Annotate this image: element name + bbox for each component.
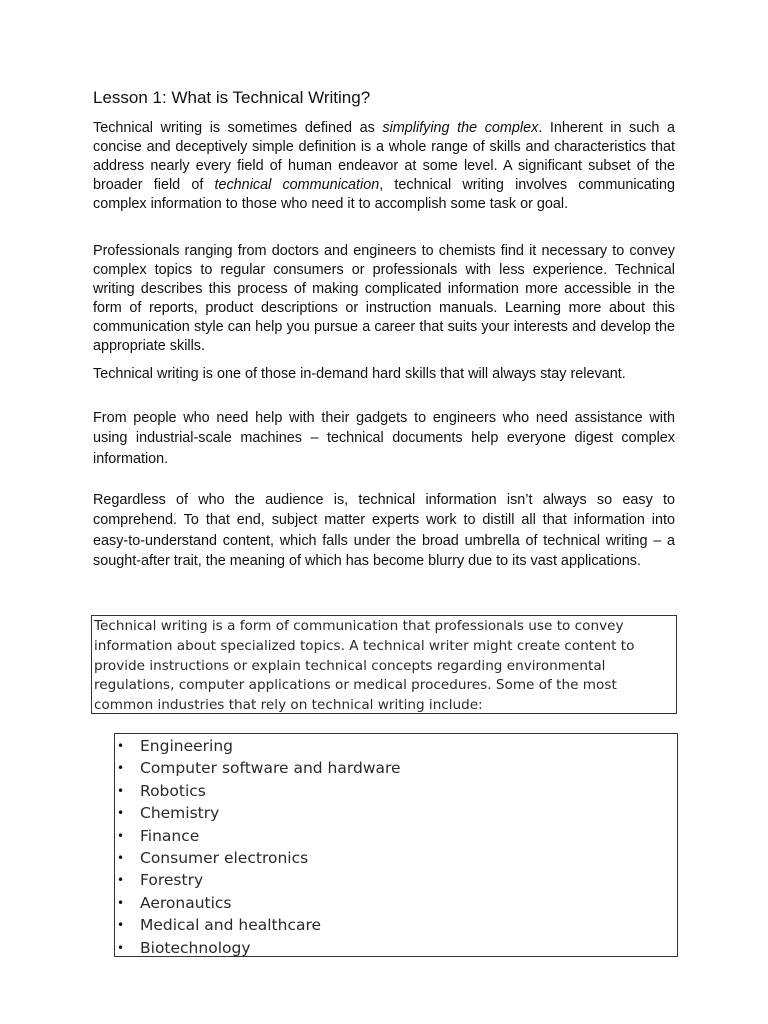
paragraph-professionals: Professionals ranging from doctors and engineers to chemists find it necessary to convey complex topics to regular consumers or professionals with less experience. Technical writing describes this process of making complicated information more accessible in the form of reports, product descriptions or instruction manuals. Learning more about this communication style can help you pursue a career that suits your interests and develop the appropriate skills. [93, 243, 675, 354]
paragraph-audience: Regardless of who the audience is, technical information isn’t always so easy to comprehend. To that end, subject matter experts work to distill all that information into easy-to-understand content, which falls under the broad umbrella of technical writing – a sought-after trait, the meaning of which has become blurry due to its vast applications. [93, 492, 675, 569]
industries-list [114, 733, 678, 957]
definition-text-a: Technical writing is sometimes defined as [93, 120, 383, 136]
list-item [115, 735, 677, 757]
bullet-icon: • [117, 918, 125, 933]
list-item [115, 914, 677, 936]
bullet-icon: • [117, 873, 125, 888]
lesson-title: Lesson 1: What is Technical Writing? [93, 88, 371, 107]
list-item-label: Consumer electronics [140, 848, 309, 867]
definition-text-e: , technical writing involves communicating complex information to those who need it to accomplish some task or goal. [93, 177, 675, 212]
list-item-label: Engineering [140, 737, 233, 755]
paragraph-in-demand: Technical writing is one of those in-demand hard skills that will always stay relevant. [93, 366, 626, 382]
list-item [115, 757, 677, 779]
definition-emphasis-technical-communication: technical communication [214, 177, 380, 193]
list-item [115, 892, 677, 914]
bullet-icon: • [117, 806, 125, 821]
list-item-label: Aeronautics [140, 893, 232, 912]
list-item-label: Chemistry [140, 804, 220, 823]
list-item [115, 825, 677, 847]
bullet-icon: • [117, 739, 125, 753]
definition-text-c: . Inherent in such a concise and deceptively simple definition is a whole range of skills and characteristics that address nearly every field of human endeavor at some level. A significant subset of the broader field of [93, 120, 676, 193]
list-item [115, 847, 677, 869]
definition-box: Technical writing is a form of communication that professionals use to convey information about specialized topics. A technical writer might create content to provide instructions or explain technical concepts regarding environmental regulations, computer applications or medical procedures. Some of the most common industries that rely on technical writing include: [91, 615, 677, 714]
bullet-icon: • [117, 783, 125, 798]
paragraph-gadgets: From people who need help with their gadgets to engineers who need assistance with using industrial-scale machines – technical documents help everyone digest complex information. [93, 410, 675, 467]
bullet-icon: • [117, 828, 125, 843]
list-item [115, 802, 677, 824]
list-item-label: Forestry [140, 871, 204, 890]
bullet-icon: • [117, 940, 125, 955]
bullet-icon: • [117, 761, 125, 776]
list-item [115, 937, 677, 959]
list-item [115, 869, 677, 891]
list-item-label: Medical and healthcare [140, 916, 322, 935]
bullet-icon: • [117, 895, 125, 910]
list-item-label: Robotics [140, 781, 206, 800]
list-item-label: Finance [140, 826, 200, 845]
bullet-icon: • [117, 850, 125, 865]
paragraph-definition [93, 119, 675, 214]
list-item-label: Biotechnology [140, 938, 251, 957]
definition-emphasis-simplifying: simplifying the complex [382, 120, 539, 136]
list-item [115, 780, 677, 802]
list-item-label: Computer software and hardware [140, 759, 401, 778]
